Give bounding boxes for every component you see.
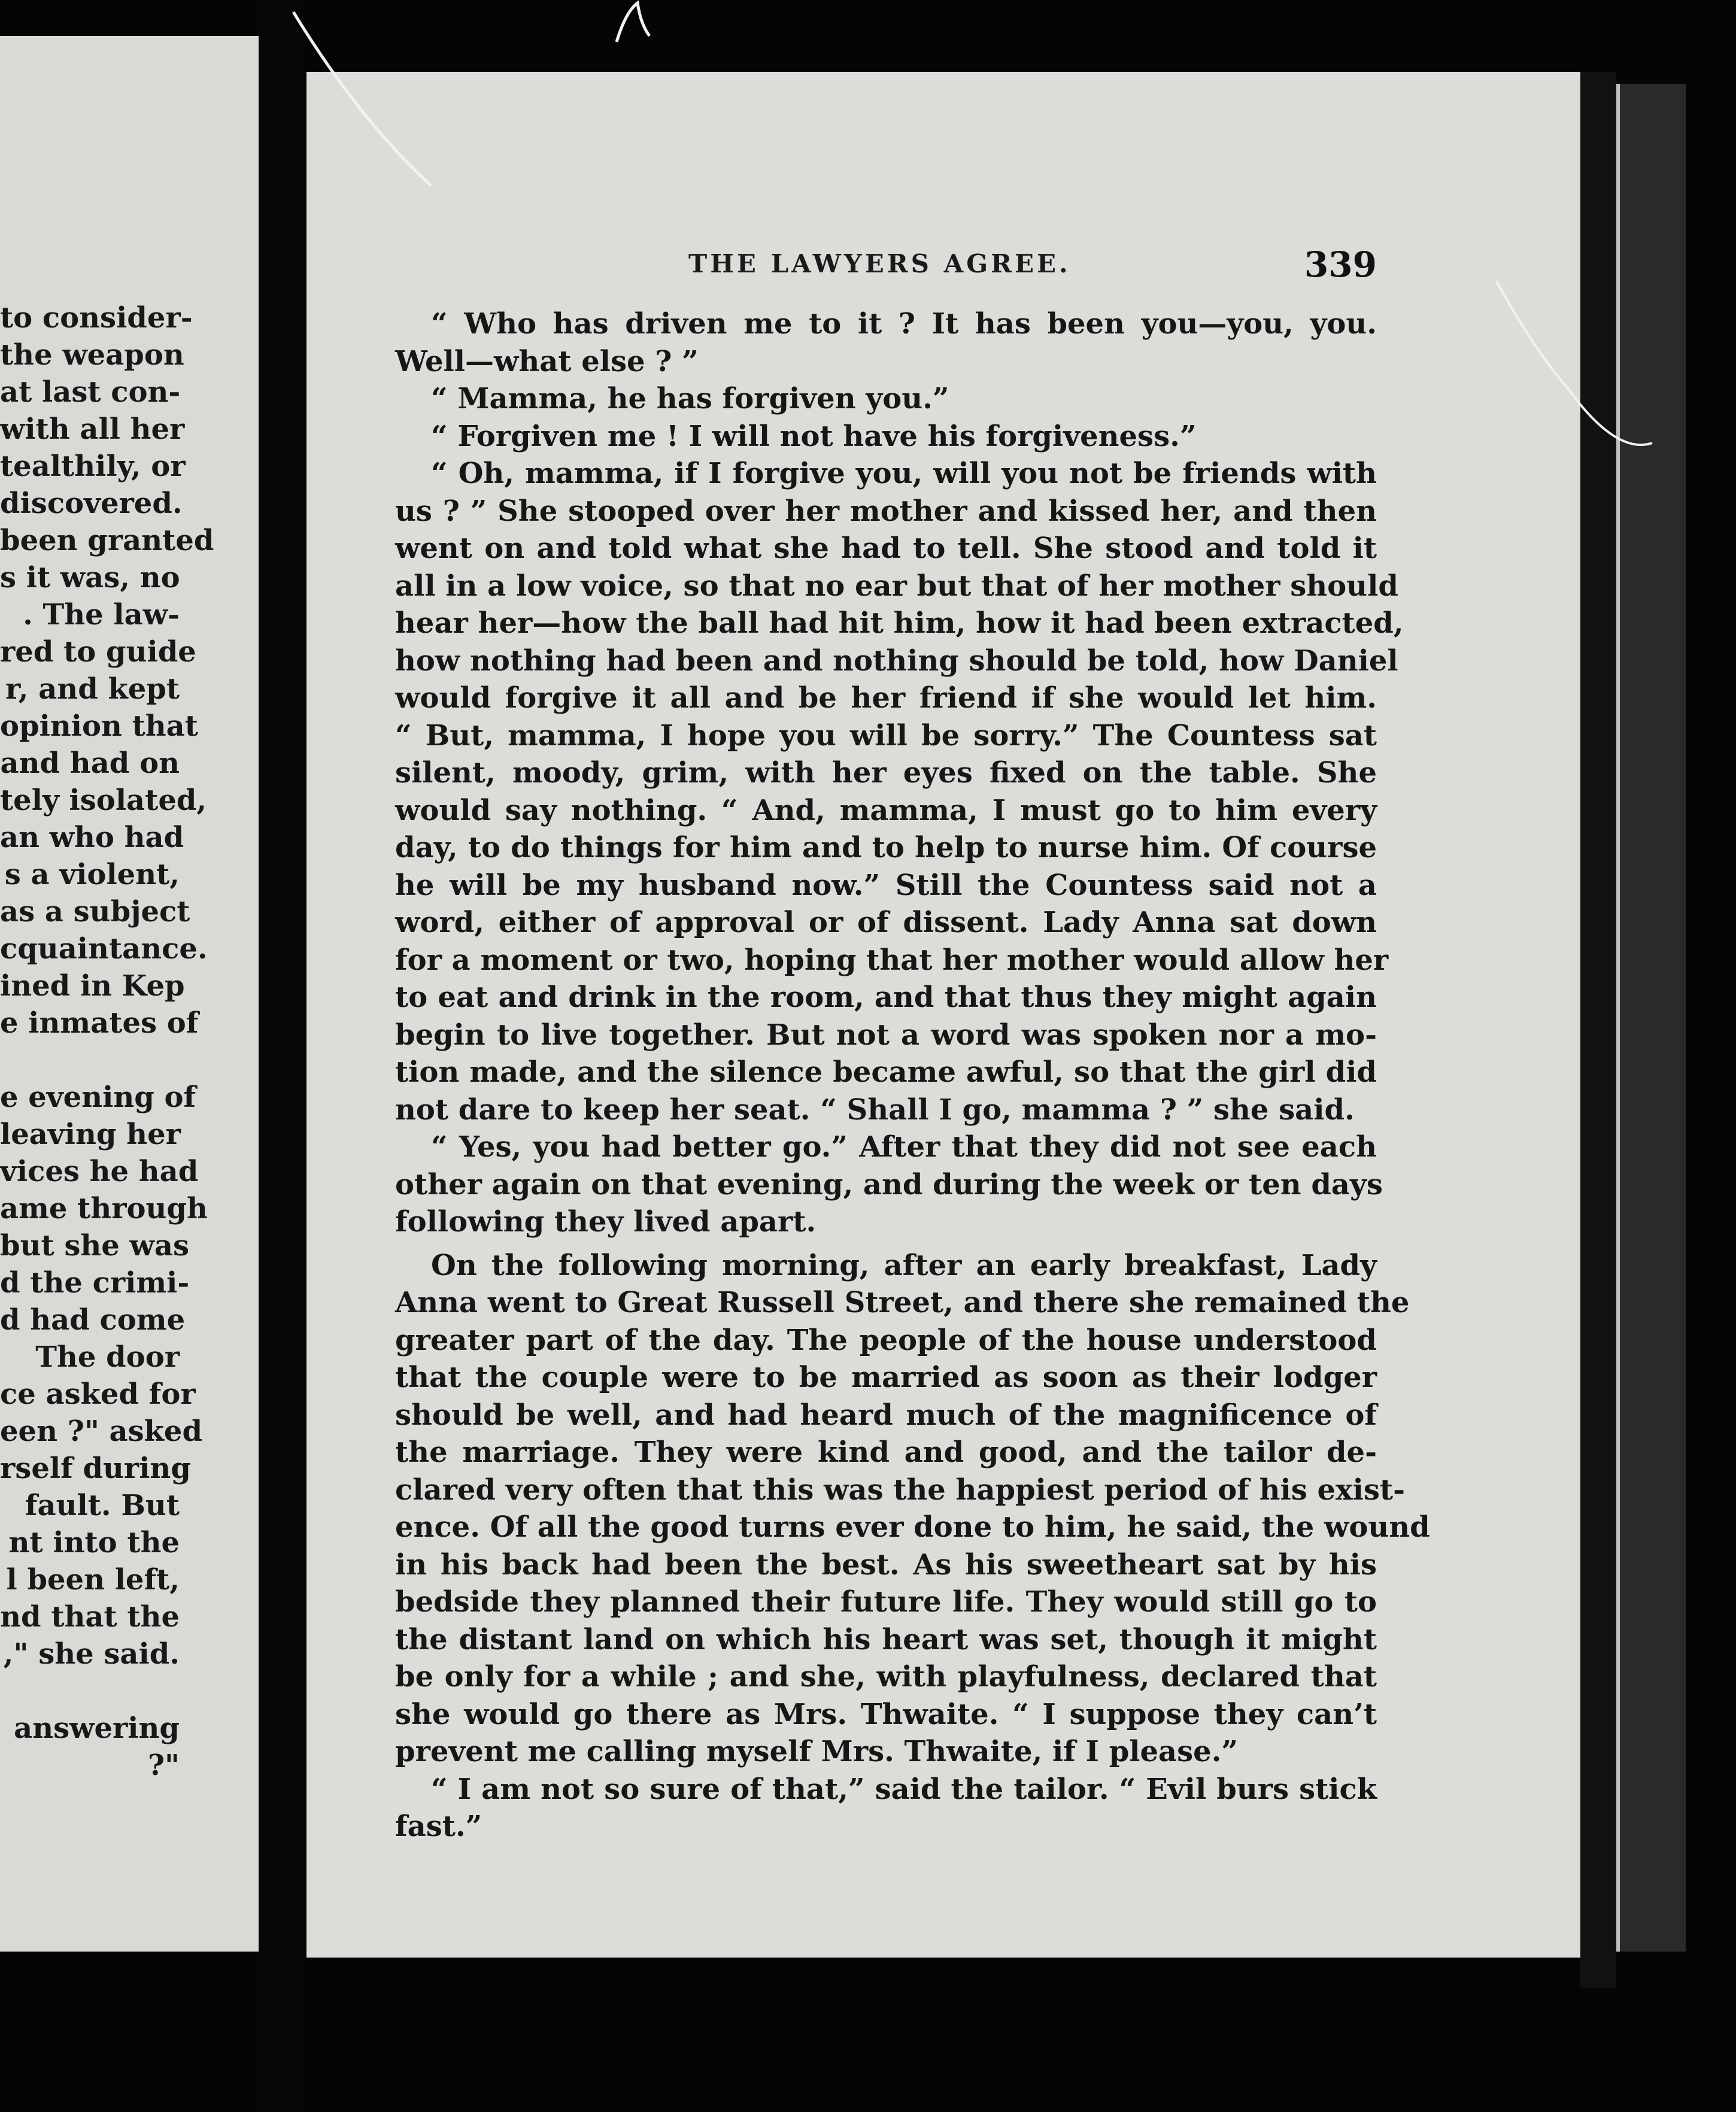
text-line: be only for a while ; and she, with playfulness, declared that: [395, 1660, 1377, 1694]
text-line: fast.”: [395, 1810, 482, 1843]
previous-page-line: the weapon: [0, 338, 184, 372]
previous-page-line: tely isolated,: [0, 784, 207, 817]
previous-page-line: cquaintance.: [0, 932, 208, 966]
text-line: the distant land on which his heart was set, though it might: [395, 1622, 1377, 1656]
text-line: Anna went to Great Russell Street, and there she remained the: [395, 1286, 1410, 1319]
text-line: word, either of approval or of dissent. Lady Anna sat down: [395, 906, 1377, 939]
previous-page-line: opinion that: [0, 709, 198, 743]
previous-page-line: fault. But: [25, 1489, 180, 1522]
previous-page-line: . The law-: [23, 598, 180, 632]
text-line: would say nothing. “ And, mamma, I must go to him every: [395, 793, 1377, 827]
page-edge-shadow: [1580, 72, 1616, 1987]
binding-gutter: [259, 0, 306, 2112]
text-line: On the following morning, after an early breakfast, Lady: [431, 1248, 1377, 1282]
previous-page-line: e inmates of: [0, 1006, 199, 1040]
text-line: how nothing had been and nothing should be told, how Daniel: [395, 644, 1398, 678]
previous-page-line: red to guide: [0, 635, 196, 669]
previous-page-line: discovered.: [0, 487, 183, 520]
text-line: to eat and drink in the room, and that thus they might again: [395, 981, 1377, 1014]
text-line: tion made, and the silence became awful, so that the girl did: [395, 1055, 1377, 1089]
text-line: she would go there as Mrs. Thwaite. “ I suppose they can’t: [395, 1697, 1377, 1731]
page-number: 339: [1304, 244, 1377, 285]
text-line: not dare to keep her seat. “ Shall I go, mamma ? ” she said.: [395, 1093, 1355, 1127]
previous-page-line: as a subject: [0, 895, 190, 928]
text-line: ence. Of all the good turns ever done to him, he said, the wound: [395, 1510, 1430, 1544]
previous-page-line: [0, 1673, 180, 1710]
book-fore-edge: [1616, 84, 1686, 1952]
text-line: “ Who has driven me to it ? It has been you—you, you.: [431, 307, 1377, 341]
text-line: bedside they planned their future life. They would still go to: [395, 1585, 1377, 1619]
previous-page-line: r, and kept: [5, 672, 180, 706]
previous-page-line: been granted: [0, 524, 214, 557]
previous-page-line: s a violent,: [4, 858, 180, 891]
text-line: went on and told what she had to tell. She stood and told it: [395, 532, 1377, 565]
previous-page-line: e evening of: [0, 1081, 196, 1114]
text-line: us ? ” She stooped over her mother and kissed her, and then: [395, 494, 1377, 528]
text-line: “ I am not so sure of that,” said the tailor. “ Evil burs stick: [431, 1772, 1377, 1806]
previous-page-line: ?": [147, 1749, 180, 1782]
text-line: “ Oh, mamma, if I forgive you, will you not be friends with: [431, 457, 1377, 490]
previous-page-line: ame through: [0, 1192, 208, 1225]
text-line: following they lived apart.: [395, 1205, 817, 1239]
previous-page-line: but she was: [0, 1229, 189, 1263]
text-line: that the couple were to be married as soon as their lodger: [395, 1361, 1377, 1394]
text-line: “ Yes, you had better go.” After that they did not see each: [431, 1130, 1377, 1164]
previous-page-line: with all her: [0, 412, 185, 446]
previous-page-line: tealthily, or: [0, 450, 186, 483]
previous-page-line: answering: [14, 1712, 180, 1745]
previous-page-line: [0, 1042, 180, 1079]
previous-page-line: and had on: [0, 747, 180, 780]
previous-page-line: s it was, no: [0, 561, 180, 594]
text-line: “ Forgiven me ! I will not have his forgiveness.”: [431, 419, 1197, 453]
text-line: clared very often that this was the happiest period of his exist-: [395, 1473, 1406, 1507]
text-line: in his back had been the best. As his sweetheart sat by his: [395, 1547, 1377, 1582]
previous-page-line: nt into the: [8, 1526, 180, 1559]
previous-page-line: d had come: [0, 1303, 186, 1337]
running-head: THE LAWYERS AGREE.: [688, 249, 1071, 278]
text-line: day, to do things for him and to help to nurse him. Of course: [395, 831, 1377, 864]
previous-page-line: leaving her: [0, 1118, 181, 1151]
previous-page-line: l been left,: [6, 1563, 180, 1597]
text-line: greater part of the day. The people of the house understood: [395, 1323, 1377, 1357]
text-line: hear her—how the ball had hit him, how it had been extracted,: [395, 606, 1404, 640]
previous-page-line: nd that the: [0, 1600, 180, 1634]
text-line: begin to live together. But not a word was spoken nor a mo-: [395, 1018, 1377, 1052]
text-line: silent, moody, grim, with her eyes fixed on the table. She: [395, 756, 1377, 790]
previous-page-line: at last con-: [0, 375, 181, 409]
text-line: Well—what else ? ”: [395, 344, 699, 378]
previous-page-line: ce asked for: [0, 1377, 196, 1411]
page-body-text: [395, 305, 1430, 1846]
text-line: for a moment or two, hoping that her mother would allow her: [395, 943, 1389, 977]
text-line: prevent me calling myself Mrs. Thwaite, if I please.”: [395, 1735, 1239, 1768]
text-line: other again on that evening, and during the week or ten days: [395, 1167, 1383, 1201]
previous-page-line: vices he had: [0, 1155, 199, 1188]
previous-page-line: rself during: [0, 1452, 191, 1485]
text-line: should be well, and had heard much of the magnificence of: [395, 1398, 1377, 1432]
text-line: the marriage. They were kind and good, and the tailor de-: [395, 1436, 1377, 1469]
text-line: “ But, mamma, I hope you will be sorry.” The Countess sat: [395, 718, 1377, 752]
previous-page-text: [0, 299, 214, 1784]
previous-page-line: an who had: [0, 821, 184, 854]
page-header: [688, 244, 1377, 292]
previous-page-line: ," she said.: [3, 1637, 180, 1671]
previous-page-line: d the crimi-: [0, 1266, 190, 1300]
text-line: he will be my husband now.” Still the Countess said not a: [395, 868, 1377, 902]
text-line: “ Mamma, he has forgiven you.”: [431, 382, 949, 415]
text-line: all in a low voice, so that no ear but that of her mother should: [395, 569, 1398, 603]
previous-page-fragment: [0, 36, 259, 1952]
text-line: would forgive it all and be her friend if she would let him.: [395, 681, 1377, 715]
previous-page-line: een ?" asked: [0, 1415, 203, 1448]
previous-page-line: to consider-: [0, 301, 193, 335]
previous-page-line: The door: [35, 1340, 180, 1374]
previous-page-line: ined in Kep: [0, 969, 185, 1003]
